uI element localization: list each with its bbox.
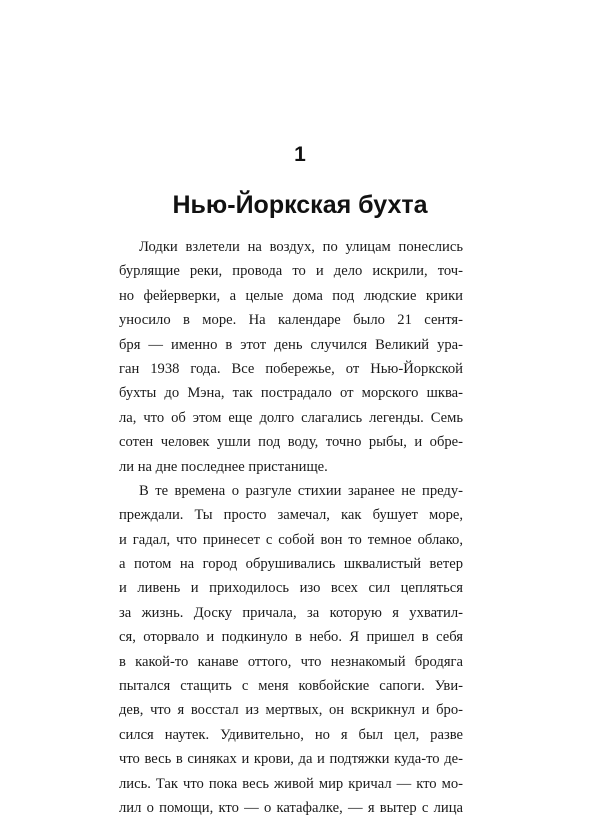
text-line: уносило в море. На календаре было 21 сентя- <box>119 312 463 329</box>
paragraph <box>119 235 463 479</box>
paragraph <box>119 479 463 820</box>
text-line: что весь в синяках и крови, да и подтяжки куда-то де- <box>119 751 463 768</box>
text-line: а потом на город обрушивались шквалистый ветер <box>119 556 463 573</box>
text-line: ся, оторвало и подкинуло в небо. Я пришел в себя <box>119 629 463 646</box>
text-line: преждали. Ты просто замечал, как бушует море, <box>119 507 463 524</box>
text-line: бря — именно в этот день случился Великий ура- <box>119 336 463 353</box>
text-line: бурлящие реки, провода то и дело искрили, точ- <box>119 263 463 280</box>
text-line: В те времена о разгуле стихии заранее не преду- <box>139 482 463 499</box>
text-line: лись. Так что пока весь живой мир кричал — кто мо- <box>119 775 463 792</box>
text-line: ли на дне последнее пристанище. <box>119 458 328 475</box>
text-line: ган 1938 года. Все побережье, от Нью-Йоркской <box>119 360 463 377</box>
chapter-title: Нью-Йоркская бухта <box>172 191 428 219</box>
body-text <box>119 235 463 820</box>
text-line: пытался стащить с меня ковбойские сапоги. Уви- <box>119 678 463 695</box>
text-line: и гадал, что принесет с собой вон то темное облако, <box>119 531 463 548</box>
text-line: дев, что я восстал из мертвых, он вскрикнул и бро- <box>119 702 463 719</box>
text-line: лил о помощи, кто — о катафалке, — я вытер с лица <box>119 799 463 816</box>
text-line: но фейерверки, а целые дома под людские крики <box>119 287 463 304</box>
text-line: сотен человек ушли под воду, точно рыбы, и обре- <box>119 434 463 451</box>
text-line: за жизнь. Доску причала, за которую я ухватил- <box>119 604 463 621</box>
text-line: сился наутек. Удивительно, но я был цел, разве <box>119 726 463 743</box>
text-line: в какой-то канаве оттого, что незнакомый бродяга <box>119 653 463 670</box>
text-line: бухты до Мэна, так пострадало от морского шква- <box>119 385 463 402</box>
chapter-number: 1 <box>294 143 306 166</box>
text-line: и ливень и приходилось изо всех сил цепляться <box>119 580 463 597</box>
text-line: ла, что об этом еще долго слагались легенды. Семь <box>119 409 463 426</box>
text-line: Лодки взлетели на воздух, по улицам понеслись <box>139 239 463 255</box>
